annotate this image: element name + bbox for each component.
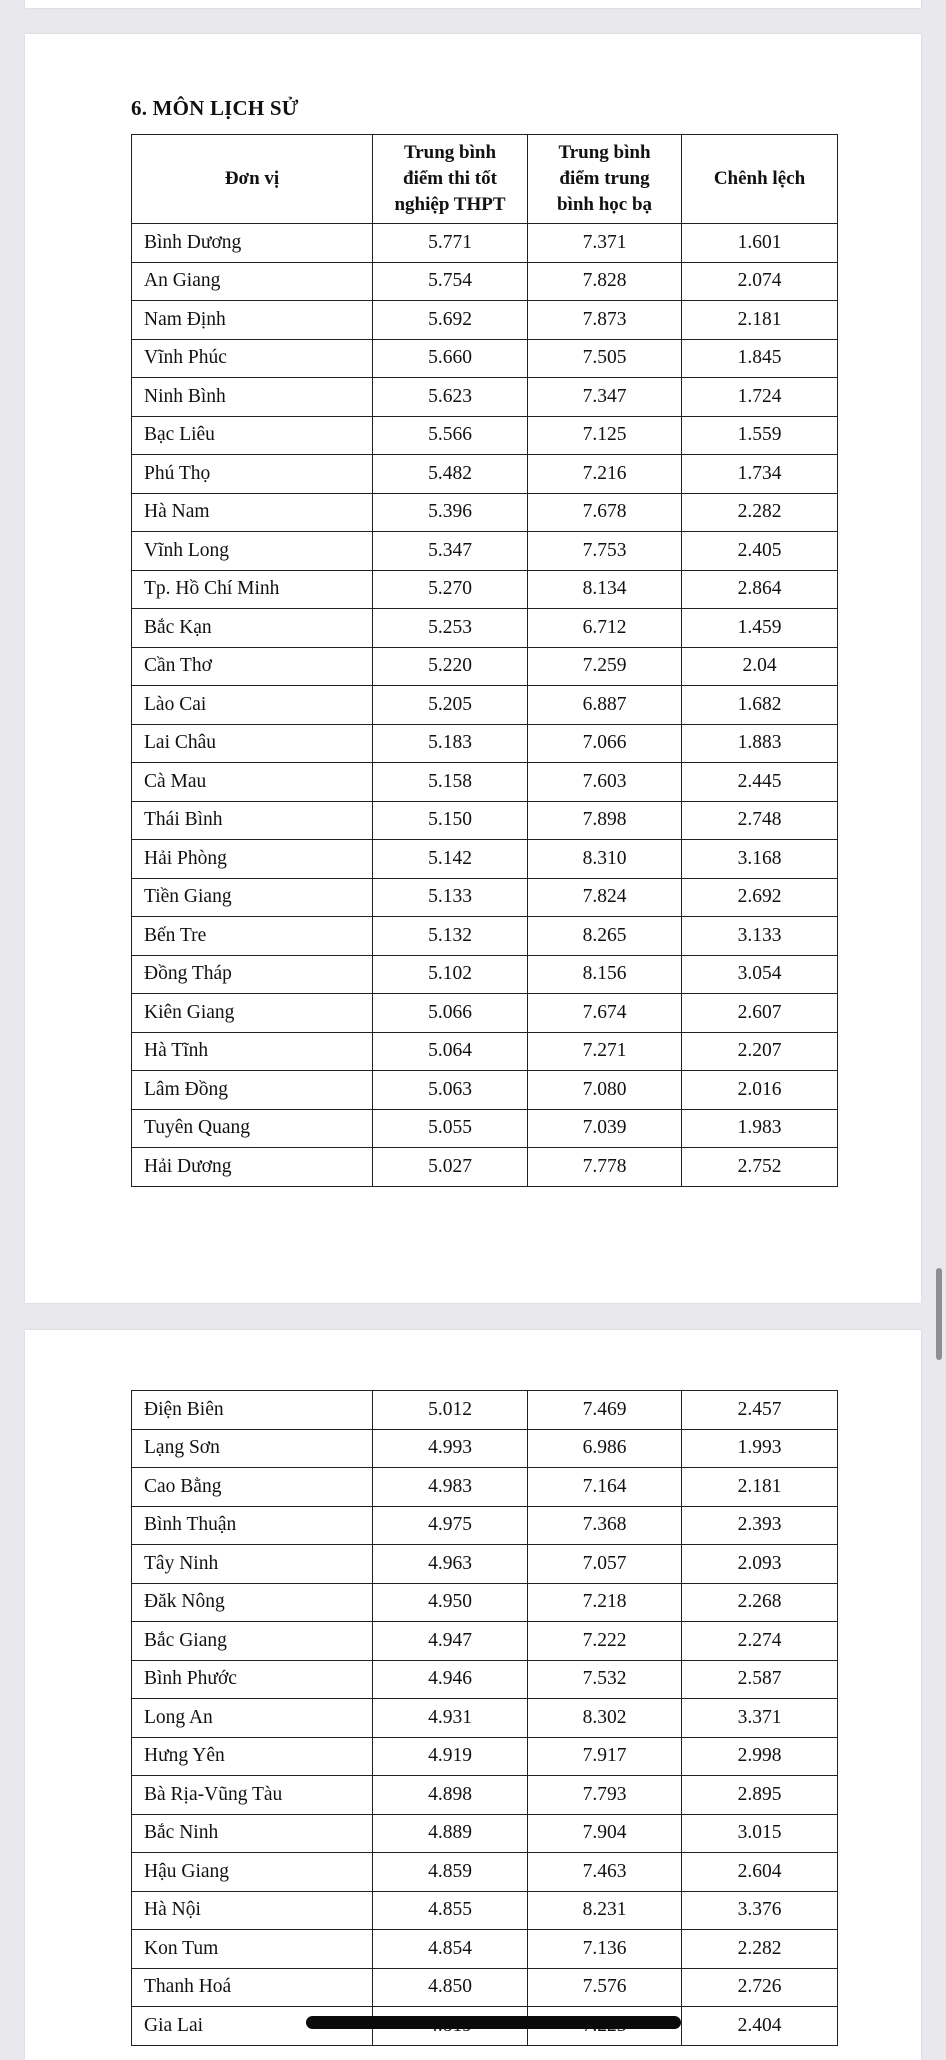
exam-score-cell: 5.566 [373,416,528,455]
transcript-score-cell: 6.712 [528,609,682,648]
difference-cell: 3.371 [682,1699,838,1738]
unit-cell: Bắc Ninh [132,1814,373,1853]
transcript-score-cell: 8.156 [528,955,682,994]
unit-cell: Bình Dương [132,224,373,263]
transcript-score-cell: 7.080 [528,1071,682,1110]
unit-cell: Thanh Hoá [132,1968,373,2007]
transcript-score-cell: 8.231 [528,1891,682,1930]
difference-cell: 2.274 [682,1622,838,1661]
history-score-table [131,134,838,1187]
exam-score-cell: 4.983 [373,1468,528,1507]
exam-score-cell: 4.854 [373,1930,528,1969]
difference-cell: 2.282 [682,1930,838,1969]
table-row [132,1891,838,1930]
unit-cell: Phú Thọ [132,455,373,494]
transcript-score-cell: 8.302 [528,1699,682,1738]
table-row [132,1737,838,1776]
difference-cell: 1.734 [682,455,838,494]
unit-cell: Đồng Tháp [132,955,373,994]
difference-cell: 2.093 [682,1545,838,1584]
difference-cell: 1.845 [682,339,838,378]
exam-score-cell: 5.660 [373,339,528,378]
exam-score-cell: 5.150 [373,801,528,840]
exam-score-cell: 4.975 [373,1506,528,1545]
exam-score-cell: 5.066 [373,994,528,1033]
unit-cell: Kiên Giang [132,994,373,1033]
unit-cell: Cần Thơ [132,647,373,686]
unit-cell: Vĩnh Long [132,532,373,571]
unit-cell: Thái Bình [132,801,373,840]
unit-cell: Đăk Nông [132,1583,373,1622]
exam-score-cell: 5.270 [373,570,528,609]
difference-cell: 3.168 [682,840,838,879]
table-row [132,801,838,840]
transcript-score-cell: 7.271 [528,1032,682,1071]
table-row [132,686,838,725]
table-row [132,1660,838,1699]
header-exam-average-line3: nghiệp THPT [394,194,506,215]
unit-cell: Lâm Đồng [132,1071,373,1110]
header-exam-average-line1: Trung bình [403,142,497,163]
table-row [132,301,838,340]
exam-score-cell: 4.919 [373,1737,528,1776]
transcript-score-cell: 7.778 [528,1148,682,1187]
transcript-score-cell: 7.576 [528,1968,682,2007]
transcript-score-cell: 7.125 [528,416,682,455]
difference-cell: 2.895 [682,1776,838,1815]
difference-cell: 2.181 [682,301,838,340]
exam-score-cell: 5.692 [373,301,528,340]
exam-score-cell: 5.142 [373,840,528,879]
exam-score-cell: 5.205 [373,686,528,725]
table-header-row [132,135,838,224]
table-row [132,1071,838,1110]
transcript-score-cell: 7.463 [528,1853,682,1892]
transcript-score-cell: 7.218 [528,1583,682,1622]
difference-cell: 2.998 [682,1737,838,1776]
table-row [132,224,838,263]
table-row [132,1429,838,1468]
unit-cell: Bắc Giang [132,1622,373,1661]
header-exam-average [373,135,528,224]
unit-cell: Tiền Giang [132,878,373,917]
section-title: 6. MÔN LỊCH SỬ [131,96,299,120]
unit-cell: Gia Lai [132,2007,373,2046]
document-page-1 [25,34,921,1303]
transcript-score-cell: 7.371 [528,224,682,263]
difference-cell: 2.752 [682,1148,838,1187]
header-difference: Chênh lệch [682,135,838,224]
difference-cell: 2.748 [682,801,838,840]
exam-score-cell: 5.623 [373,378,528,417]
exam-score-cell: 5.183 [373,724,528,763]
difference-cell: 2.181 [682,1468,838,1507]
table-row [132,994,838,1033]
transcript-score-cell: 7.873 [528,301,682,340]
unit-cell: Điện Biên [132,1391,373,1430]
exam-score-cell: 4.855 [373,1891,528,1930]
previous-page-edge [25,0,921,8]
unit-cell: Lai Châu [132,724,373,763]
unit-cell: Tp. Hồ Chí Minh [132,570,373,609]
exam-score-cell: 5.253 [373,609,528,648]
unit-cell: Long An [132,1699,373,1738]
document-page-2 [25,1330,921,2060]
difference-cell: 2.726 [682,1968,838,2007]
transcript-score-cell: 7.164 [528,1468,682,1507]
exam-score-cell: 4.931 [373,1699,528,1738]
difference-cell: 2.404 [682,2007,838,2046]
table-row [132,1109,838,1148]
table-row [132,1468,838,1507]
table-row [132,1032,838,1071]
transcript-score-cell: 7.469 [528,1391,682,1430]
transcript-score-cell: 7.793 [528,1776,682,1815]
table-row [132,416,838,455]
difference-cell: 1.883 [682,724,838,763]
table-row [132,1506,838,1545]
unit-cell: Tây Ninh [132,1545,373,1584]
unit-cell: Bình Phước [132,1660,373,1699]
table-row [132,1622,838,1661]
difference-cell: 1.993 [682,1429,838,1468]
exam-score-cell: 5.133 [373,878,528,917]
transcript-score-cell: 7.066 [528,724,682,763]
unit-cell: Hà Nam [132,493,373,532]
transcript-score-cell: 6.887 [528,686,682,725]
difference-cell: 2.207 [682,1032,838,1071]
table-row [132,763,838,802]
transcript-score-cell: 7.532 [528,1660,682,1699]
home-indicator[interactable] [306,2016,681,2029]
header-transcript-average-line1: Trung bình [558,142,651,163]
transcript-score-cell: 6.986 [528,1429,682,1468]
difference-cell: 1.601 [682,224,838,263]
transcript-score-cell: 7.753 [528,532,682,571]
header-transcript-average-line2: điểm trung [559,168,650,189]
table-row [132,378,838,417]
difference-cell: 2.445 [682,763,838,802]
difference-cell: 2.405 [682,532,838,571]
difference-cell: 2.604 [682,1853,838,1892]
table-row [132,532,838,571]
exam-score-cell: 5.064 [373,1032,528,1071]
table-row [132,647,838,686]
table-row [132,1699,838,1738]
exam-score-cell: 5.347 [373,532,528,571]
difference-cell: 3.054 [682,955,838,994]
difference-cell: 2.393 [682,1506,838,1545]
transcript-score-cell: 7.222 [528,1622,682,1661]
unit-cell: Bến Tre [132,917,373,956]
unit-cell: Bắc Kạn [132,609,373,648]
unit-cell: Hà Tĩnh [132,1032,373,1071]
table-row [132,570,838,609]
table-row [132,1545,838,1584]
difference-cell: 2.692 [682,878,838,917]
transcript-score-cell: 7.368 [528,1506,682,1545]
table-row [132,339,838,378]
exam-score-cell: 4.850 [373,1968,528,2007]
exam-score-cell: 5.102 [373,955,528,994]
unit-cell: An Giang [132,262,373,301]
table-row [132,609,838,648]
table-row [132,840,838,879]
vertical-scrollbar[interactable] [936,1268,942,1360]
exam-score-cell: 4.946 [373,1660,528,1699]
table-row [132,1583,838,1622]
exam-score-cell: 5.027 [373,1148,528,1187]
transcript-score-cell: 7.917 [528,1737,682,1776]
unit-cell: Tuyên Quang [132,1109,373,1148]
difference-cell: 2.268 [682,1583,838,1622]
exam-score-cell: 5.771 [373,224,528,263]
unit-cell: Cao Bằng [132,1468,373,1507]
difference-cell: 2.016 [682,1071,838,1110]
difference-cell: 2.864 [682,570,838,609]
exam-score-cell: 4.993 [373,1429,528,1468]
table-row [132,917,838,956]
unit-cell: Hải Dương [132,1148,373,1187]
unit-cell: Lạng Sơn [132,1429,373,1468]
history-score-table-continued [131,1390,838,2046]
difference-cell: 3.133 [682,917,838,956]
difference-cell: 2.04 [682,647,838,686]
transcript-score-cell: 7.136 [528,1930,682,1969]
exam-score-cell: 5.063 [373,1071,528,1110]
transcript-score-cell: 8.134 [528,570,682,609]
unit-cell: Kon Tum [132,1930,373,1969]
exam-score-cell: 5.396 [373,493,528,532]
difference-cell: 2.074 [682,262,838,301]
header-transcript-average [528,135,682,224]
unit-cell: Bà Rịa-Vũng Tàu [132,1776,373,1815]
difference-cell: 1.459 [682,609,838,648]
exam-score-cell: 4.950 [373,1583,528,1622]
difference-cell: 1.724 [682,378,838,417]
table-row [132,878,838,917]
table-body-page1 [132,224,838,1187]
exam-score-cell: 5.220 [373,647,528,686]
transcript-score-cell: 8.310 [528,840,682,879]
exam-score-cell: 4.898 [373,1776,528,1815]
transcript-score-cell: 7.824 [528,878,682,917]
difference-cell: 1.682 [682,686,838,725]
exam-score-cell: 5.132 [373,917,528,956]
transcript-score-cell: 8.265 [528,917,682,956]
unit-cell: Hưng Yên [132,1737,373,1776]
transcript-score-cell: 7.505 [528,339,682,378]
difference-cell: 2.282 [682,493,838,532]
exam-score-cell: 5.158 [373,763,528,802]
unit-cell: Cà Mau [132,763,373,802]
exam-score-cell: 5.482 [373,455,528,494]
difference-cell: 2.587 [682,1660,838,1699]
exam-score-cell: 4.963 [373,1545,528,1584]
table-body-page2 [132,1391,838,2046]
table-row [132,1968,838,2007]
table-row [132,1853,838,1892]
table-row [132,1391,838,1430]
transcript-score-cell: 7.674 [528,994,682,1033]
difference-cell: 1.983 [682,1109,838,1148]
table-row [132,1814,838,1853]
table-row [132,1930,838,1969]
table-row [132,262,838,301]
table-row [132,493,838,532]
exam-score-cell: 4.859 [373,1853,528,1892]
unit-cell: Lào Cai [132,686,373,725]
unit-cell: Ninh Bình [132,378,373,417]
header-transcript-average-line3: bình học bạ [556,194,653,215]
unit-cell: Bạc Liêu [132,416,373,455]
unit-cell: Hậu Giang [132,1853,373,1892]
difference-cell: 3.015 [682,1814,838,1853]
header-exam-average-line2: điểm thi tốt [403,168,497,189]
transcript-score-cell: 7.828 [528,262,682,301]
unit-cell: Hải Phòng [132,840,373,879]
table-row [132,724,838,763]
transcript-score-cell: 7.259 [528,647,682,686]
table-row [132,1776,838,1815]
difference-cell: 2.607 [682,994,838,1033]
table-row [132,455,838,494]
unit-cell: Vĩnh Phúc [132,339,373,378]
transcript-score-cell: 7.603 [528,763,682,802]
exam-score-cell: 4.889 [373,1814,528,1853]
transcript-score-cell: 7.898 [528,801,682,840]
transcript-score-cell: 7.057 [528,1545,682,1584]
unit-cell: Hà Nội [132,1891,373,1930]
difference-cell: 3.376 [682,1891,838,1930]
table-row [132,1148,838,1187]
exam-score-cell: 5.754 [373,262,528,301]
transcript-score-cell: 7.039 [528,1109,682,1148]
exam-score-cell: 4.947 [373,1622,528,1661]
transcript-score-cell: 7.904 [528,1814,682,1853]
exam-score-cell: 5.012 [373,1391,528,1430]
unit-cell: Bình Thuận [132,1506,373,1545]
transcript-score-cell: 7.216 [528,455,682,494]
unit-cell: Nam Định [132,301,373,340]
transcript-score-cell: 7.347 [528,378,682,417]
transcript-score-cell: 7.678 [528,493,682,532]
difference-cell: 1.559 [682,416,838,455]
difference-cell: 2.457 [682,1391,838,1430]
table-row [132,955,838,994]
header-unit: Đơn vị [132,135,373,224]
exam-score-cell: 5.055 [373,1109,528,1148]
